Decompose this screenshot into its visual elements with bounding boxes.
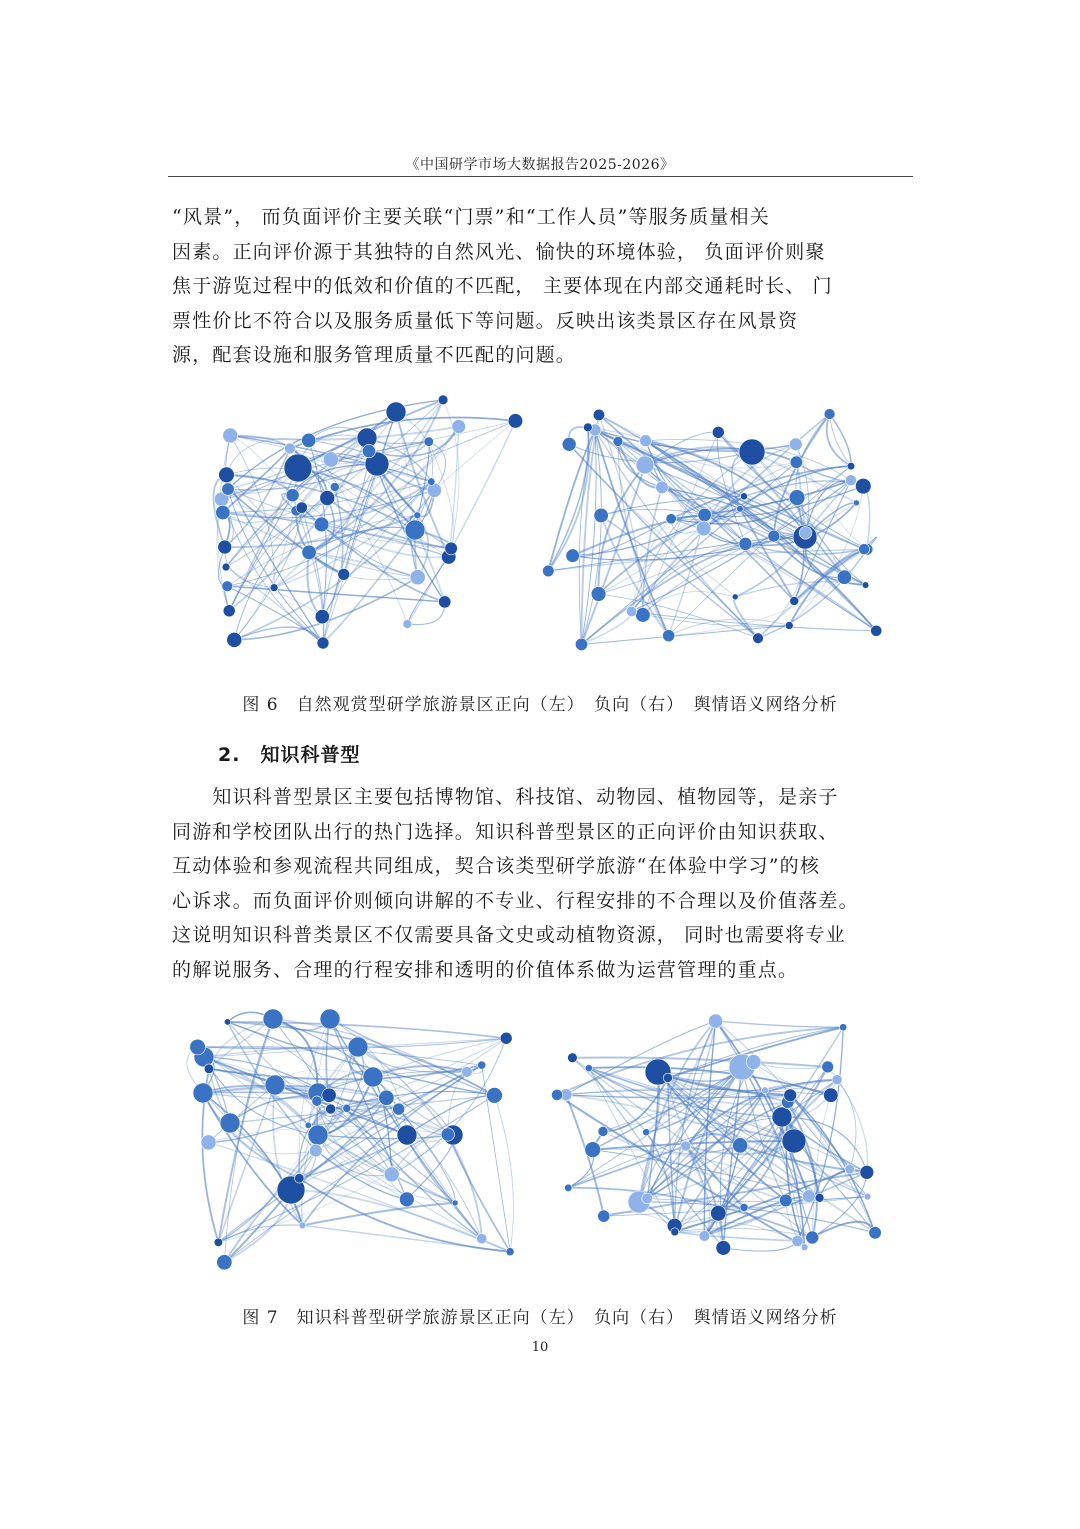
network-node	[223, 428, 238, 443]
network-node	[663, 630, 675, 642]
network-node	[708, 1014, 722, 1028]
network-node	[739, 537, 752, 550]
network-node	[740, 1203, 748, 1211]
network-node	[855, 478, 871, 494]
network-node	[799, 526, 812, 539]
network-node	[439, 596, 451, 608]
network-node	[815, 1193, 824, 1202]
semantic-network-graph	[185, 995, 530, 1275]
text-line: 这说明知识科普类景区不仅需要具备文史或动植物资源， 同时也需要将专业	[172, 924, 846, 946]
text-line: 互动体验和参观流程共同组成，契合该类型研学旅游“在体验中学习”的核	[172, 855, 821, 877]
network-node	[222, 483, 235, 496]
network-node	[784, 1089, 797, 1102]
network-node	[542, 565, 554, 577]
network-edge	[789, 549, 867, 625]
network-node	[214, 1238, 223, 1247]
network-node	[362, 444, 375, 457]
network-node	[845, 475, 856, 486]
network-node	[860, 1165, 874, 1179]
network-node	[219, 467, 235, 483]
network-node	[302, 545, 316, 559]
network-node	[551, 1089, 562, 1100]
network-node	[487, 1087, 503, 1103]
network-node	[218, 540, 232, 554]
network-node	[338, 568, 350, 580]
network-node	[284, 454, 312, 482]
network-node	[802, 1190, 815, 1203]
network-node	[853, 500, 859, 506]
network-node	[858, 544, 869, 555]
network-node	[598, 1126, 608, 1136]
network-node	[317, 637, 329, 649]
text-line: 焦于游览过程中的低效和价值的不匹配， 主要体现在内部交通耗时长、 门	[172, 275, 833, 297]
network-node	[397, 1125, 417, 1145]
network-node	[636, 456, 654, 474]
network-edge	[224, 1190, 291, 1262]
network-node	[201, 1135, 216, 1150]
network-node	[837, 570, 851, 584]
network-node	[739, 439, 765, 465]
network-node	[222, 563, 230, 571]
network-node	[753, 633, 764, 644]
text-line: 因素。正向评价源于其独特的自然风光、愉快的环境体验， 负面评价则聚	[172, 240, 826, 263]
network-node	[772, 1107, 792, 1127]
network-node	[312, 1096, 322, 1106]
network-node	[424, 437, 434, 447]
network-node	[869, 1226, 882, 1239]
network-node	[216, 505, 230, 519]
network-edge	[632, 611, 790, 626]
network-node	[642, 1193, 653, 1204]
network-node	[190, 1039, 206, 1055]
network-node	[790, 456, 802, 468]
network-node	[478, 1061, 486, 1069]
figure7-caption: 图 7 知识科普型研学旅游景区正向（左） 负向（右） 舆情语义网络分析	[242, 1308, 838, 1328]
semantic-network-graph	[540, 995, 890, 1275]
network-node	[223, 605, 235, 617]
paragraph-natural-scenic	[172, 200, 914, 373]
network-node	[410, 570, 425, 585]
network-node	[452, 420, 466, 434]
network-node	[591, 587, 606, 602]
network-node	[506, 1248, 514, 1256]
network-node	[476, 1233, 486, 1243]
network-edge	[863, 486, 869, 549]
network-node	[732, 594, 738, 600]
network-edge	[716, 1021, 844, 1027]
network-node	[309, 1144, 322, 1157]
network-node	[790, 596, 799, 605]
network-node	[343, 1104, 351, 1112]
network-node	[824, 409, 835, 420]
network-node	[564, 1184, 572, 1192]
network-node	[294, 1173, 304, 1183]
network-node	[193, 1083, 213, 1103]
network-node	[330, 482, 339, 491]
paragraph-knowledge-science	[172, 780, 914, 987]
network-node	[508, 414, 523, 429]
network-node	[585, 1142, 601, 1158]
network-node	[699, 1231, 710, 1242]
text-line: 知识科普型景区主要包括博物馆、科技馆、动物园、植物园等，是亲子	[172, 786, 839, 808]
network-node	[585, 1064, 592, 1071]
network-node	[575, 638, 587, 650]
network-node	[663, 1073, 672, 1082]
network-node	[222, 581, 233, 592]
network-node	[393, 1103, 405, 1115]
network-node	[832, 1075, 842, 1085]
network-node	[568, 1053, 578, 1063]
network-node	[500, 1032, 512, 1044]
figure6-positive-network	[190, 385, 530, 660]
network-edge	[434, 421, 515, 490]
network-node	[220, 1113, 240, 1133]
network-node	[801, 1244, 808, 1251]
network-node	[302, 433, 316, 447]
network-node	[286, 489, 299, 502]
network-node	[386, 402, 406, 422]
network-node	[716, 1241, 731, 1256]
network-node	[265, 1075, 285, 1095]
network-node	[322, 1088, 336, 1102]
network-node	[626, 606, 636, 616]
network-node	[643, 1129, 650, 1136]
network-node	[782, 1129, 806, 1153]
network-node	[839, 1024, 846, 1031]
network-node	[779, 1194, 792, 1207]
network-node	[566, 549, 580, 563]
network-node	[789, 438, 802, 451]
network-node	[562, 437, 576, 451]
network-node	[864, 1193, 871, 1200]
network-node	[712, 426, 724, 438]
network-node	[746, 1055, 761, 1070]
network-node	[671, 1228, 679, 1236]
network-node	[847, 462, 855, 470]
network-node	[320, 491, 335, 506]
network-node	[785, 621, 793, 629]
network-node	[308, 1125, 328, 1145]
network-edge	[812, 1222, 875, 1238]
page-number: 10	[531, 1340, 549, 1355]
network-node	[315, 609, 329, 623]
network-node	[428, 478, 435, 485]
network-node	[871, 625, 882, 636]
network-node	[594, 508, 608, 522]
network-node	[452, 1200, 458, 1206]
network-node	[737, 505, 744, 512]
network-node	[217, 1255, 232, 1270]
section-heading: 2. 知识科普型	[218, 744, 361, 766]
network-edge	[198, 1047, 482, 1239]
report-header-title: 《中国研学市场大数据报告2025-2026》	[405, 157, 675, 173]
network-node	[711, 1206, 727, 1222]
network-node	[740, 493, 747, 500]
text-line: 源，配套设施和服务管理质量不匹配的问题。	[172, 344, 577, 366]
network-node	[204, 1064, 214, 1074]
network-node	[806, 1231, 819, 1244]
network-node	[445, 542, 458, 555]
network-node	[270, 584, 278, 592]
network-node	[438, 395, 448, 405]
network-node	[227, 632, 242, 647]
network-edge	[302, 1203, 455, 1225]
network-node	[441, 1128, 454, 1141]
network-node	[296, 502, 307, 513]
network-node	[314, 517, 329, 532]
network-node	[862, 582, 869, 589]
network-node	[462, 1066, 473, 1077]
network-node	[399, 1192, 414, 1207]
network-node	[403, 620, 412, 629]
network-edges	[548, 414, 876, 644]
text-line: 的解说服务、合理的行程安排和透明的价值体系做为运营管理的重点。	[172, 958, 799, 981]
network-node	[824, 1088, 838, 1102]
network-node	[640, 435, 652, 447]
network-node	[224, 1019, 231, 1026]
network-node	[323, 452, 338, 467]
network-node	[768, 530, 780, 542]
network-node	[698, 508, 711, 521]
header-divider	[168, 176, 913, 177]
network-edge	[548, 549, 867, 571]
network-node	[305, 1122, 311, 1128]
network-node	[761, 1087, 768, 1094]
network-node	[427, 483, 441, 497]
network-node	[284, 443, 295, 454]
network-node	[789, 490, 805, 506]
network-node	[598, 1210, 610, 1222]
network-node	[384, 1167, 399, 1182]
semantic-network-graph	[190, 385, 530, 660]
network-node	[348, 1037, 368, 1057]
network-node	[363, 1067, 383, 1087]
figure7-negative-network	[540, 995, 890, 1275]
network-node	[656, 481, 669, 494]
network-node	[379, 1090, 394, 1105]
network-node	[414, 512, 421, 519]
figure7-positive-network	[185, 995, 530, 1275]
text-line: “风景”， 而负面评价主要关联“门票”和“工作人员”等服务质量相关	[172, 206, 770, 228]
text-line: 心诉求。而负面评价则倾向讲解的不专业、行程安排的不合理以及价值落差。	[172, 889, 859, 912]
network-edge	[494, 1095, 513, 1251]
network-node	[822, 1061, 834, 1073]
network-node	[733, 1138, 748, 1153]
text-line: 同游和学校团队出行的热门选择。知识科普型景区的正向评价由知识获取、	[172, 820, 839, 843]
network-node	[696, 521, 711, 536]
network-edge	[198, 1046, 482, 1065]
network-node	[263, 1009, 283, 1029]
figure6-caption: 图 6 自然观赏型研学旅游景区正向（左） 负向（右） 舆情语义网络分析	[242, 695, 838, 715]
network-node	[583, 423, 592, 432]
network-node	[845, 1164, 855, 1174]
network-node	[326, 1104, 336, 1114]
network-node	[666, 514, 676, 524]
network-node	[635, 608, 650, 623]
network-node	[320, 1009, 340, 1029]
semantic-network-graph	[535, 385, 890, 660]
network-node	[613, 436, 623, 446]
text-line: 票性价比不符合以及服务质量低下等问题。反映出该类景区存在风景资	[172, 309, 799, 332]
network-edge	[407, 602, 444, 625]
network-node	[405, 520, 425, 540]
network-node	[593, 409, 604, 420]
network-edge	[723, 1241, 797, 1251]
network-node	[792, 1235, 803, 1246]
figure6-negative-network	[535, 385, 890, 660]
network-node	[299, 1222, 306, 1229]
network-node	[681, 1141, 691, 1151]
